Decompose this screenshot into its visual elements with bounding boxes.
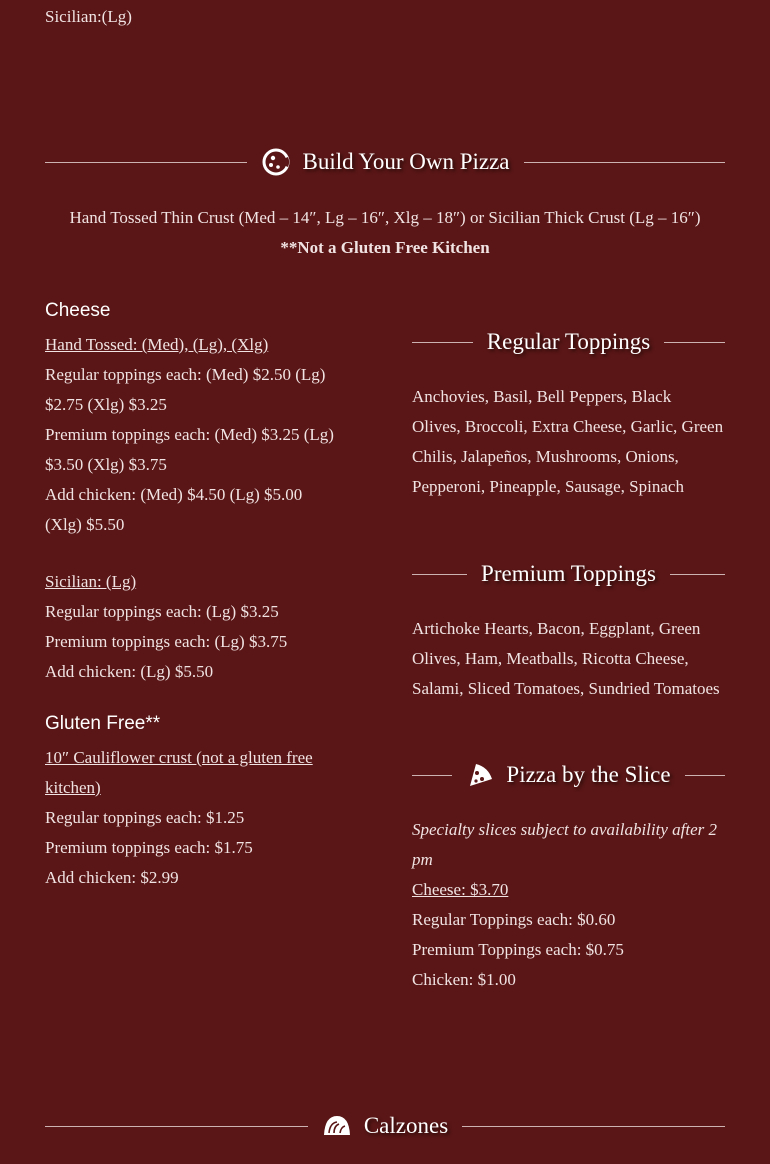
section-title: Regular Toppings (486, 329, 651, 354)
section-title: Build Your Own Pizza (302, 149, 510, 174)
slice-availability-note: Specialty slices subject to availability after 2 pm (412, 820, 717, 869)
price-line: Premium toppings each: (Lg) $3.75 (45, 632, 288, 651)
price-line: $2.75 (Xlg) $3.25 (45, 395, 167, 414)
section-title: Premium Toppings (481, 561, 656, 586)
divider (412, 574, 467, 575)
section-title: Calzones (363, 1113, 449, 1138)
build-your-own-header (45, 140, 725, 184)
price-line: Chicken: $1.00 (412, 970, 516, 989)
regular-toppings-header (412, 320, 725, 364)
divider (462, 1126, 725, 1127)
price-line: (Xlg) $5.50 (45, 515, 125, 534)
pizza-cutter-icon (261, 147, 291, 177)
divider (45, 162, 247, 163)
price-line: Premium toppings each: $1.75 (45, 838, 253, 857)
cheese-slice-price: Cheese: $3.70 (412, 880, 509, 899)
gluten-notice: **Not a Gluten Free Kitchen (280, 238, 490, 257)
divider (412, 342, 473, 343)
price-line: Regular toppings each: (Med) $2.50 (Lg) (45, 365, 326, 384)
crust-info: Hand Tossed Thin Crust (Med – 14″, Lg – 16″, Xlg – 18″) or Sicilian Thick Crust (Lg – 16″) (69, 208, 701, 227)
divider (664, 342, 725, 343)
pizza-by-slice-header (412, 753, 725, 797)
premium-toppings-header (412, 552, 725, 596)
price-line: Add chicken: $2.99 (45, 868, 179, 887)
gluten-free-heading: Gluten Free** (45, 713, 161, 734)
sicilian-size-label: Sicilian:(Lg) (45, 7, 132, 26)
divider (670, 574, 725, 575)
calzone-icon (322, 1113, 352, 1139)
price-line: Regular Toppings each: $0.60 (412, 910, 616, 929)
divider (412, 775, 452, 776)
divider (45, 1126, 308, 1127)
calzones-header (45, 1104, 725, 1148)
price-line: Add chicken: (Med) $4.50 (Lg) $5.00 (45, 485, 303, 504)
regular-toppings-list: Anchovies, Basil, Bell Peppers, Black Olives, Broccoli, Extra Cheese, Garlic, Green Chilis, Jalapeños, Mushrooms, Onions, Pepperoni, Pineapple, Sausage, Spinach (412, 387, 724, 496)
cauliflower-crust-label: 10″ Cauliflower crust (not a gluten free kitchen) (45, 748, 313, 797)
price-line: Regular toppings each: (Lg) $3.25 (45, 602, 279, 621)
divider (524, 162, 726, 163)
premium-toppings-list: Artichoke Hearts, Bacon, Eggplant, Green Olives, Ham, Meatballs, Ricotta Cheese, Salami, Sliced Tomatoes, Sundried Tomatoes (412, 619, 720, 698)
price-line: Regular toppings each: $1.25 (45, 808, 245, 827)
price-line: Premium toppings each: (Med) $3.25 (Lg) (45, 425, 334, 444)
pizza-slice-icon (466, 761, 494, 789)
price-line: Premium Toppings each: $0.75 (412, 940, 624, 959)
divider (685, 775, 725, 776)
price-line: Add chicken: (Lg) $5.50 (45, 662, 214, 681)
sicilian-label: Sicilian: (Lg) (45, 572, 137, 591)
cheese-heading: Cheese (45, 300, 111, 321)
section-title: Pizza by the Slice (506, 762, 671, 787)
hand-tossed-label: Hand Tossed: (Med), (Lg), (Xlg) (45, 335, 269, 354)
price-line: $3.50 (Xlg) $3.75 (45, 455, 167, 474)
